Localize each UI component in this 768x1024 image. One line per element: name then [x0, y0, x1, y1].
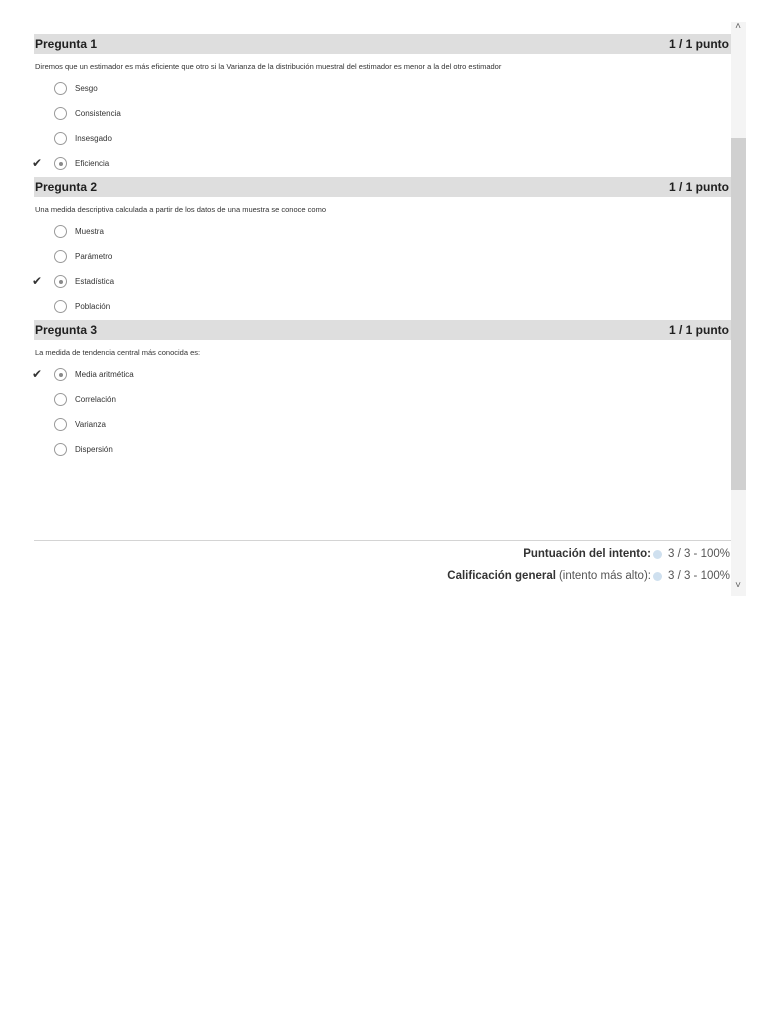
answer-radio[interactable]: [54, 393, 67, 406]
answer-radio[interactable]: [54, 82, 67, 95]
answer-radio[interactable]: [54, 418, 67, 431]
answer-label: Varianza: [75, 420, 106, 429]
answer-label: Media aritmética: [75, 370, 134, 379]
answer-option: [34, 413, 731, 438]
answer-label: Estadística: [75, 277, 115, 286]
question-text: La medida de tendencia central más conocida es:: [35, 348, 201, 357]
vertical-scrollbar[interactable]: [731, 22, 746, 596]
overall-grade-value: 3 / 3 - 100%: [667, 570, 730, 582]
answer-label: Insesgado: [75, 134, 112, 143]
overall-grade-label-detail: (intento más alto):: [558, 570, 651, 582]
answer-option: [34, 220, 731, 245]
overall-grade-label: Calificación general: [447, 570, 556, 582]
question-title: Pregunta 3: [35, 323, 98, 337]
answer-option: [34, 152, 731, 177]
answer-label: Población: [75, 302, 111, 311]
answer-radio[interactable]: [54, 107, 67, 120]
question-header: [34, 34, 731, 54]
info-icon[interactable]: [653, 572, 662, 581]
answer-radio[interactable]: [54, 157, 67, 170]
radio-selected-dot: [59, 373, 63, 377]
question-points: 1 / 1 punto: [669, 180, 729, 194]
answer-option: [34, 245, 731, 270]
answer-option: [34, 363, 731, 388]
check-icon: ✔: [32, 156, 43, 170]
question-block: [34, 34, 731, 177]
chevron-down-icon[interactable]: ˅: [735, 580, 741, 591]
answer-radio[interactable]: [54, 132, 67, 145]
answer-option: [34, 438, 731, 463]
answer-option: [34, 102, 731, 127]
check-icon: ✔: [32, 367, 43, 381]
answer-label: Eficiencia: [75, 159, 110, 168]
attempt-score-label: Puntuación del intento:: [523, 548, 651, 560]
answer-label: Consistencia: [75, 109, 121, 118]
answer-label: Dispersión: [75, 445, 113, 454]
answer-option: [34, 295, 731, 320]
chevron-up-icon[interactable]: ˄: [735, 21, 741, 32]
radio-selected-dot: [59, 162, 63, 166]
info-icon[interactable]: [653, 550, 662, 559]
attempt-score: [523, 548, 730, 560]
answer-label: Muestra: [75, 227, 104, 236]
answer-option: [34, 77, 731, 102]
divider: [34, 540, 731, 541]
answer-option: [34, 388, 731, 413]
answer-radio[interactable]: [54, 225, 67, 238]
answer-radio[interactable]: [54, 275, 67, 288]
answer-label: Correlación: [75, 395, 116, 404]
radio-selected-dot: [59, 280, 63, 284]
question-points: 1 / 1 punto: [669, 323, 729, 337]
question-block: [34, 320, 731, 463]
overall-grade: [447, 570, 730, 582]
answer-label: Parámetro: [75, 252, 113, 261]
question-block: [34, 177, 731, 320]
question-text: Una medida descriptiva calculada a partir de los datos de una muestra se conoce como: [35, 205, 326, 214]
answer-radio[interactable]: [54, 250, 67, 263]
quiz-content: [34, 30, 731, 463]
question-title: Pregunta 2: [35, 180, 98, 194]
answer-option: [34, 270, 731, 295]
question-text: Diremos que un estimador es más eficiente que otro si la Varianza de la distribución muestral del estimador es menor a la del otro estimador: [35, 62, 502, 71]
answer-option: [34, 127, 731, 152]
question-header: [34, 177, 731, 197]
check-icon: ✔: [32, 274, 43, 288]
attempt-score-value: 3 / 3 - 100%: [667, 548, 730, 560]
answer-label: Sesgo: [75, 84, 98, 93]
answer-radio[interactable]: [54, 368, 67, 381]
answer-radio[interactable]: [54, 443, 67, 456]
question-title: Pregunta 1: [35, 37, 98, 51]
question-points: 1 / 1 punto: [669, 37, 729, 51]
answer-radio[interactable]: [54, 300, 67, 313]
question-header: [34, 320, 731, 340]
scrollbar-thumb[interactable]: [731, 138, 746, 490]
